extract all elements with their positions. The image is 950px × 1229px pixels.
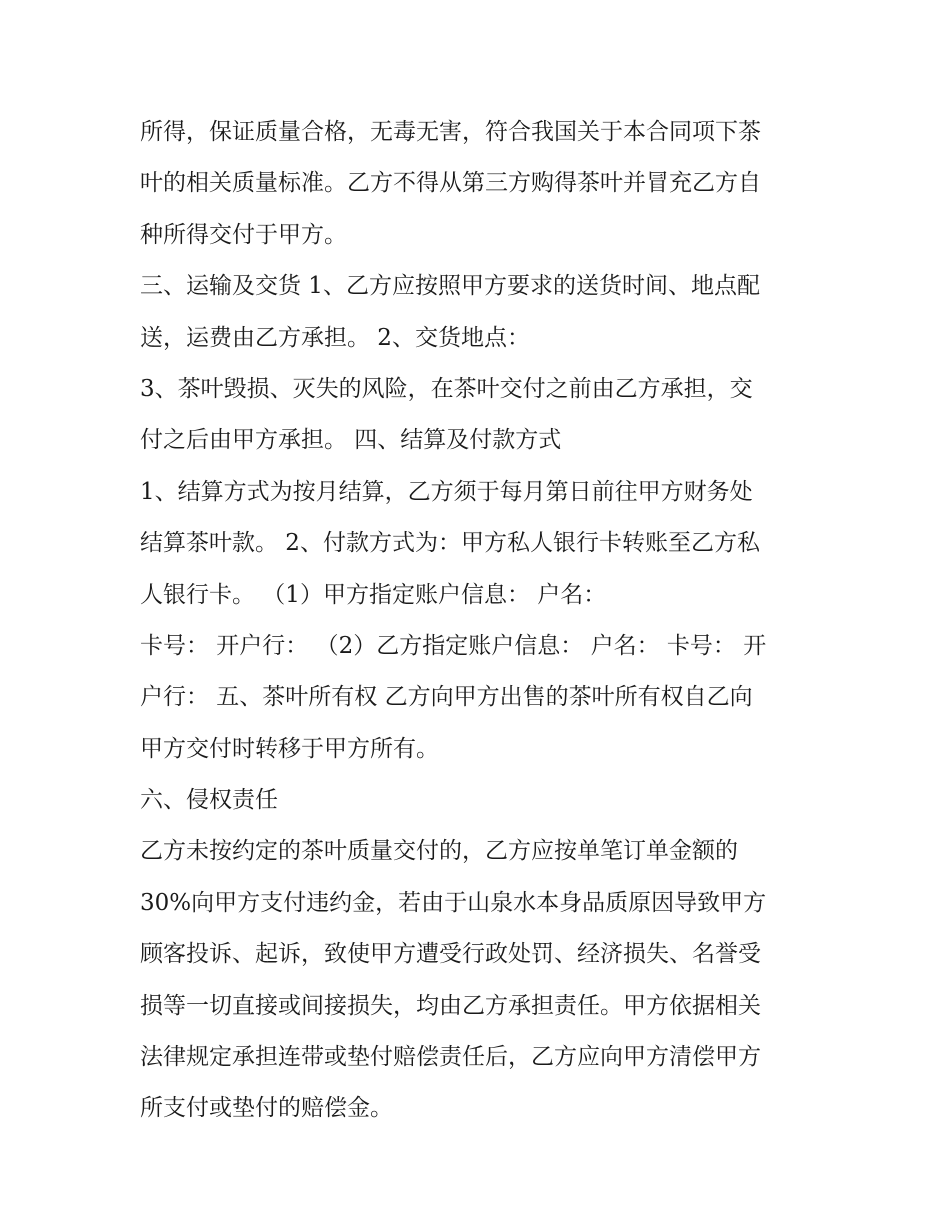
text-line: 乙方未按约定的茶叶质量交付的，乙方应按单笔订单金额的 (140, 838, 738, 865)
text-line: 损等一切直接或间接损失，均由乙方承担责任。甲方依据相关 (140, 992, 761, 1019)
text-line: 叶的相关质量标准。乙方不得从第三方购得茶叶并冒充乙方自 (140, 170, 761, 197)
text-line: 30%向甲方支付违约金，若由于山泉水本身品质原因导致甲方 (140, 889, 767, 916)
text-line: 结算茶叶款。 2、付款方式为：甲方私人银行卡转账至乙方私 (140, 530, 760, 557)
text-line: 户行： 五、茶叶所有权 乙方向甲方出售的茶叶所有权自乙向 (140, 684, 753, 711)
text-line: 送，运费由乙方承担。 2、交货地点： (140, 324, 530, 351)
text-line: 付之后由甲方承担。 四、结算及付款方式 (140, 427, 562, 454)
text-line: 1、结算方式为按月结算，乙方须于每月第日前往甲方财务处 (140, 478, 753, 505)
section-3-heading-line: 三、运输及交货 1、乙方应按照甲方要求的送货时间、地点配 (140, 273, 760, 300)
text-line: 所得，保证质量合格，无毒无害，符合我国关于本合同项下茶 (140, 119, 761, 145)
text-line: 3、茶叶毁损、灭失的风险，在茶叶交付之前由乙方承担，交 (140, 375, 753, 402)
text-line: 卡号： 开户行： （2）乙方指定账户信息： 户名： 卡号： 开 (140, 632, 767, 659)
contract-body-text (140, 107, 820, 1135)
text-line: 法律规定承担连带或垫付赔偿责任后，乙方应向甲方清偿甲方 (140, 1044, 761, 1071)
section-6-heading: 六、侵权责任 (140, 787, 278, 814)
text-line: 所支付或垫付的赔偿金。 (140, 1095, 393, 1122)
text-line: 顾客投诉、起诉，致使甲方遭受行政处罚、经济损失、名誉受 (140, 941, 761, 968)
text-line: 甲方交付时转移于甲方所有。 (140, 735, 439, 762)
text-line: 人银行卡。 （1）甲方指定账户信息： 户名： (140, 581, 607, 608)
text-line: 种所得交付于甲方。 (140, 221, 347, 248)
